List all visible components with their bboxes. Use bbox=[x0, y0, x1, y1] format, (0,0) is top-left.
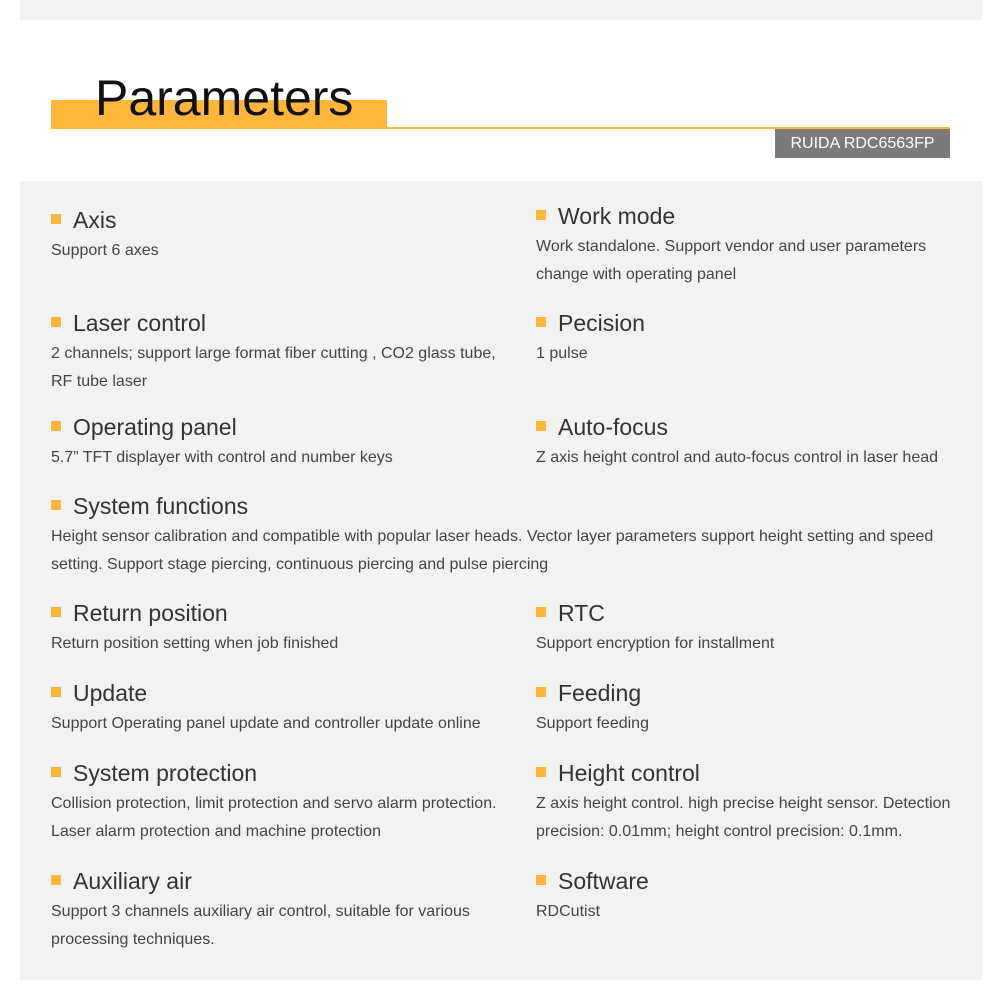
param-desc: Z axis height control and auto-focus control in laser head bbox=[536, 449, 939, 466]
param-desc: Support 6 axes bbox=[51, 242, 159, 259]
param-feeding bbox=[536, 678, 966, 738]
page-title: Parameters bbox=[95, 70, 354, 126]
param-desc: Support encryption for installment bbox=[536, 635, 775, 652]
bullet-square-icon bbox=[536, 767, 546, 777]
param-title: System protection bbox=[73, 760, 258, 786]
param-title: Height control bbox=[558, 760, 700, 786]
param-software bbox=[536, 866, 966, 926]
param-desc: Height sensor calibration and compatible with popular laser heads. Vector layer parameters support height setting and speed setting. Support stage piercing, continuous piercing and pulse piercing bbox=[51, 528, 934, 573]
parameters-panel bbox=[20, 181, 982, 980]
param-axis bbox=[51, 205, 511, 265]
param-title: Axis bbox=[73, 207, 117, 233]
param-desc: 2 channels; support large format fiber cutting , CO2 glass tube, RF tube laser bbox=[51, 345, 496, 390]
param-system-protection bbox=[51, 758, 511, 846]
bullet-square-icon bbox=[51, 687, 61, 697]
param-desc: Z axis height control. high precise height sensor. Detection precision: 0.01mm; height control precision: 0.1mm. bbox=[536, 795, 951, 840]
param-system-functions bbox=[51, 491, 951, 579]
bullet-square-icon bbox=[51, 214, 61, 224]
bullet-square-icon bbox=[536, 317, 546, 327]
param-desc: 1 pulse bbox=[536, 345, 588, 362]
param-title: Operating panel bbox=[73, 414, 237, 440]
param-height-control bbox=[536, 758, 966, 846]
bullet-square-icon bbox=[536, 607, 546, 617]
param-title: System functions bbox=[73, 493, 249, 519]
bullet-square-icon bbox=[51, 607, 61, 617]
param-title: Software bbox=[558, 868, 649, 894]
top-divider-strip bbox=[20, 0, 982, 20]
param-desc: Return position setting when job finished bbox=[51, 635, 339, 652]
param-title: Work mode bbox=[558, 203, 676, 229]
param-desc: RDCutist bbox=[536, 903, 601, 920]
param-auxiliary-air bbox=[51, 866, 511, 954]
param-title: Pecision bbox=[558, 310, 645, 336]
param-title: Return position bbox=[73, 600, 228, 626]
param-desc: Support Operating panel update and controller update online bbox=[51, 715, 481, 732]
param-title: Laser control bbox=[73, 310, 206, 336]
param-rtc bbox=[536, 598, 966, 658]
bullet-square-icon bbox=[536, 875, 546, 885]
bullet-square-icon bbox=[536, 421, 546, 431]
param-desc: Support feeding bbox=[536, 715, 649, 732]
bullet-square-icon bbox=[536, 210, 546, 220]
param-desc: Work standalone. Support vendor and user parameters change with operating panel bbox=[536, 238, 927, 283]
param-title: Update bbox=[73, 680, 148, 706]
param-desc: Collision protection, limit protection and servo alarm protection. Laser alarm protection and machine protection bbox=[51, 795, 497, 840]
param-precision bbox=[536, 308, 966, 368]
param-desc: Support 3 channels auxiliary air control, suitable for various processing techniques. bbox=[51, 903, 470, 948]
param-title: RTC bbox=[558, 600, 605, 626]
param-return-position bbox=[51, 598, 511, 658]
param-work-mode bbox=[536, 201, 966, 289]
bullet-square-icon bbox=[51, 421, 61, 431]
bullet-square-icon bbox=[51, 317, 61, 327]
model-badge: RUIDA RDC6563FP bbox=[775, 129, 950, 158]
bullet-square-icon bbox=[51, 875, 61, 885]
param-title: Auto-focus bbox=[558, 414, 668, 440]
bullet-square-icon bbox=[536, 687, 546, 697]
param-title: Feeding bbox=[558, 680, 642, 706]
param-update bbox=[51, 678, 511, 738]
param-auto-focus bbox=[536, 412, 966, 472]
param-operating-panel bbox=[51, 412, 511, 472]
param-desc: 5.7” TFT displayer with control and number keys bbox=[51, 449, 393, 466]
bullet-square-icon bbox=[51, 500, 61, 510]
param-title: Auxiliary air bbox=[73, 868, 192, 894]
bullet-square-icon bbox=[51, 767, 61, 777]
param-laser-control bbox=[51, 308, 511, 396]
